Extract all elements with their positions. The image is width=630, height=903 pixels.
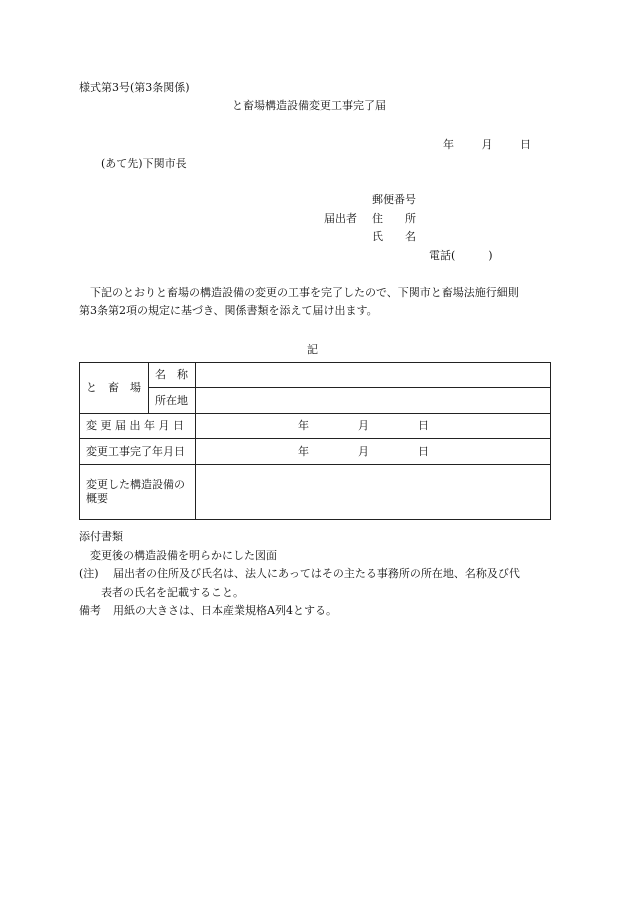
date-month: 月 [358, 444, 369, 458]
facility-location-label: 所在地 [149, 388, 196, 414]
date-line [443, 138, 531, 152]
remarks-text: 用紙の大きさは、日本産業規格A列4とする。 [113, 604, 337, 617]
date-month: 月 [481, 138, 493, 151]
form-number: 様式第3号(第3条関係) [79, 81, 190, 94]
postal-code-label: 郵便番号 [372, 193, 416, 206]
note-line2: 表者の氏名を記載すること。 [101, 586, 244, 599]
addressee: (あて先)下関市長 [101, 157, 187, 170]
table-row [80, 465, 551, 520]
structure-overview-label [80, 465, 196, 520]
date-month: 月 [358, 419, 369, 432]
date-year: 年 [298, 419, 309, 432]
facility-location-field[interactable] [196, 388, 551, 414]
date-day: 日 [520, 138, 531, 151]
details-table [79, 362, 551, 520]
date-day: 日 [418, 419, 429, 432]
table-row [80, 439, 551, 465]
body-text-line2: 第3条第2項の規定に基づき、関係書類を添えて届け出ます。 [79, 304, 378, 317]
ki-label: 記 [307, 343, 318, 356]
applicant-label: 届出者 [324, 212, 357, 225]
address-label: 住 所 [372, 212, 416, 225]
change-notice-date-label: 変 更 届 出 年 月 日 [80, 414, 196, 439]
facility-name-field[interactable] [196, 363, 551, 388]
phone-label: 電話( ) [429, 249, 493, 262]
body-text-line1: 下記のとおりと畜場の構造設備の変更の工事を完了したので、下関市と畜場法施行細則 [90, 286, 519, 299]
change-notice-date-field[interactable] [196, 414, 551, 439]
completion-date-label: 変更工事完了年月日 [80, 439, 196, 465]
date-year: 年 [443, 138, 454, 151]
note-line1: 届出者の住所及び氏名は、法人にあってはその主たる事務所の所在地、名称及び代 [113, 567, 520, 580]
attachments-item: 変更後の構造設備を明らかにした図面 [90, 549, 277, 562]
structure-overview-field[interactable] [196, 465, 551, 520]
slaughterhouse-label: と 畜 場 [80, 363, 149, 414]
attachments-heading: 添付書類 [79, 530, 123, 543]
facility-name-label: 名 称 [149, 363, 196, 388]
completion-date-field[interactable] [196, 439, 551, 465]
date-year: 年 [298, 444, 309, 458]
table-row [80, 414, 551, 439]
date-day: 日 [418, 444, 429, 458]
table-row [80, 388, 551, 414]
overview-label-line2: 概要 [86, 492, 108, 505]
remarks-label: 備考 [79, 604, 101, 617]
note-label: (注) [79, 567, 99, 580]
document-title: と畜場構造設備変更工事完了届 [232, 99, 386, 112]
name-label: 氏 名 [372, 230, 416, 243]
table-row [80, 363, 551, 388]
overview-label-line1: 変更した構造設備の [86, 478, 185, 491]
